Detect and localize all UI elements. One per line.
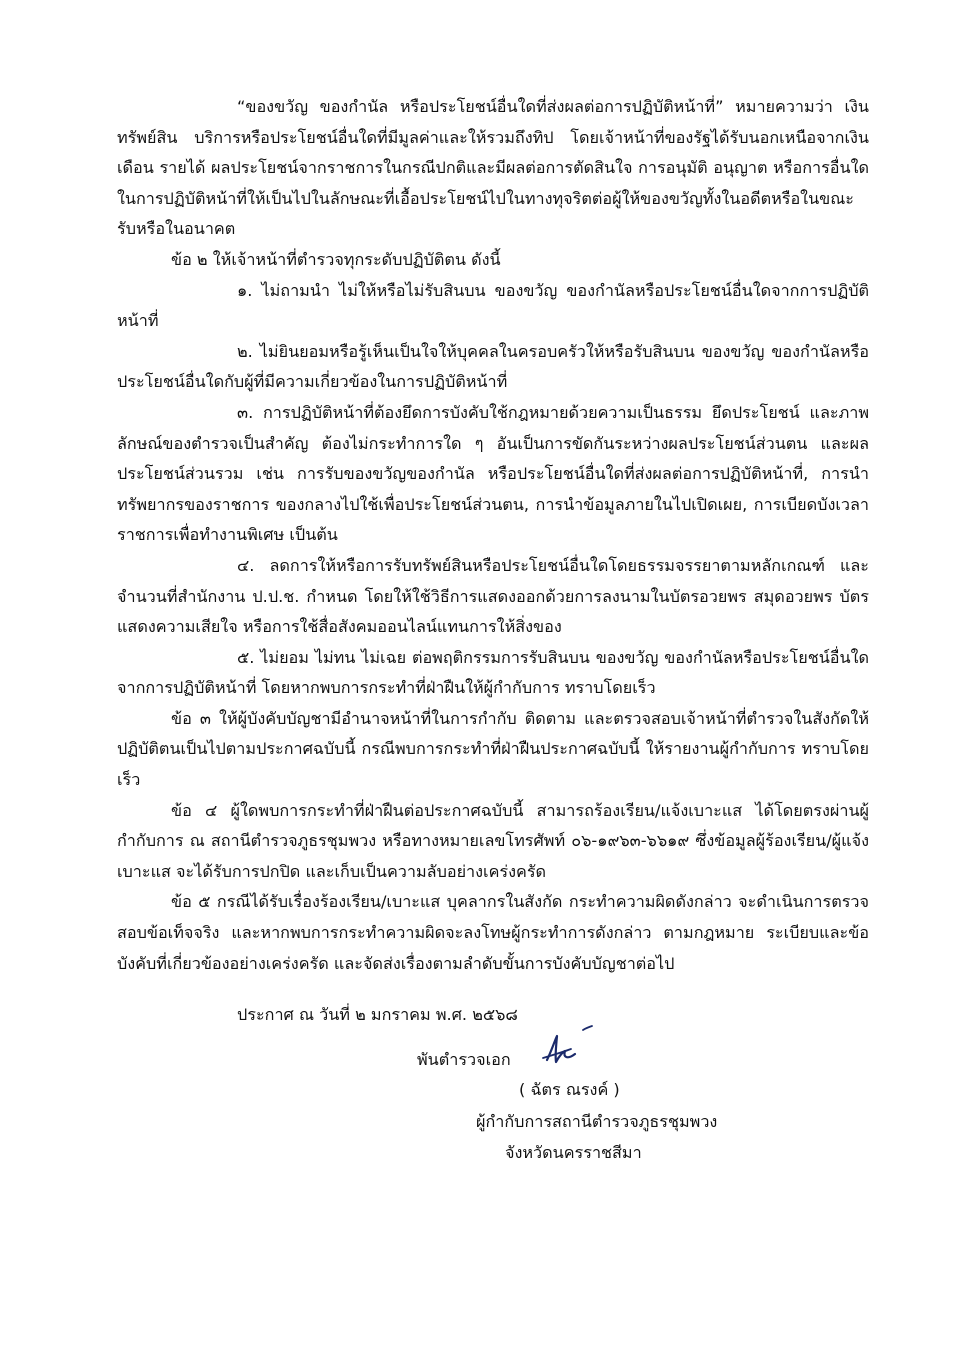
signer-province: จังหวัดนครราชสีมา — [505, 1143, 642, 1162]
clause-5: ข้อ ๕ กรณีได้รับเรื่องร้องเรียน/เบาะแส บุคลากรในสังกัด กระทำความผิดดังกล่าว จะดำเนินการตรวจสอบข้อเท็จจริง และหากพบการกระทำความผิดจะลงโทษผู้กระทำการดังกล่าว ตามกฎหมาย ระเบียบและข้อบังคับที่เกี่ยวข้องอย่างเคร่งครัด และจัดส่งเรื่องตามลำดับขั้นการบังคับบัญชาต่อไป — [117, 892, 869, 973]
signer-position: ผู้กำกับการสถานีตำรวจภูธรชุมพวง — [476, 1112, 718, 1131]
clause-2: ข้อ ๒ ให้เจ้าหน้าที่ตำรวจทุกระดับปฏิบัติตน ดังนี้ — [171, 249, 501, 269]
clause-2-item-5: ๕. ไม่ยอม ไม่ทน ไม่เฉย ต่อพฤติกรรมการรับสินบน ของขวัญ ของกำนัลหรือประโยชน์อื่นใดจากการปฏิบัติหน้าที่ โดยหากพบการกระทำที่ฝ่าฝืนให้ผู้กำกับการ ทราบโดยเร็ว — [117, 647, 869, 698]
announcement-date: ประกาศ ณ วันที่ ๒ มกราคม พ.ศ. ๒๕๖๘ — [237, 1005, 518, 1024]
document-body — [117, 92, 869, 979]
definition-paragraph: “ของขวัญ ของกำนัล หรือประโยชน์อื่นใดที่ส่งผลต่อการปฏิบัติหน้าที่” หมายความว่า เงิน ทรัพย์สิน บริการหรือประโยชน์อื่นใดที่มีมูลค่าและให้รวมถึงทิป โดยเจ้าหน้าที่ของรัฐได้รับนอกเหนือจากเงินเดือน รายได้ ผลประโยชน์จากราชการในกรณีปกติและมีผลต่อการตัดสินใจ การอนุมัติ อนุญาต หรือการอื่นใดในการปฏิบัติหน้าที่ให้เป็นไปในลักษณะที่เอื้อประโยชน์ไปในทางทุจริตต่อผู้ให้ของขวัญทั้งในอดีตหรือในขณะรับหรือในอนาคต — [117, 97, 869, 239]
clause-2-item-1: ๑. ไม่ถามนำ ไม่ให้หรือไม่รับสินบน ของขวัญ ของกำนัลหรือประโยชน์อื่นใดจากการปฏิบัติหน้าที่ — [117, 280, 869, 331]
handwritten-signature — [537, 1022, 597, 1082]
clause-4: ข้อ ๔ ผู้ใดพบการกระทำที่ฝ่าฝืนต่อประกาศฉบับนี้ สามารถร้องเรียน/แจ้งเบาะแส ได้โดยตรงผ่านผู้กำกับการ ณ สถานีตำรวจภูธรชุมพวง หรือทางหมายเลขโทรศัพท์ ๐๖-๑๙๖๓-๖๖๑๙ ซึ่งข้อมูลผู้ร้องเรียน/ผู้แจ้งเบาะแส จะได้รับการปกปิด และเก็บเป็นความลับอย่างเคร่งครัด — [117, 800, 869, 881]
clause-2-item-4: ๔. ลดการให้หรือการรับทรัพย์สินหรือประโยชน์อื่นใดโดยธรรมจรรยาตามหลักเกณฑ์ และจำนวนที่สำนักงาน ป.ป.ช. กำหนด โดยให้ใช้วิธีการแสดงออกด้วยการลงนามในบัตรอวยพร สมุดอวยพร บัตรแสดงความเสียใจ หรือการใช้สื่อสังคมออนไลน์แทนการให้สิ่งของ — [117, 555, 869, 637]
clause-2-item-2: ๒. ไม่ยินยอมหรือรู้เห็นเป็นใจให้บุคคลในครอบครัวให้หรือรับสินบน ของขวัญ ของกำนัลหรือประโยชน์อื่นใดกับผู้ที่มีความเกี่ยวข้องในการปฏิบัติหน้าที่ — [117, 341, 869, 392]
signer-name: ( ฉัตร ณรงค์ ) — [519, 1080, 620, 1099]
signer-rank: พันตำรวจเอก — [417, 1050, 511, 1069]
clause-3: ข้อ ๓ ให้ผู้บังคับบัญชามีอำนาจหน้าที่ในการกำกับ ติดตาม และตรวจสอบเจ้าหน้าที่ตำรวจในสังกัดให้ปฏิบัติตนเป็นไปตามประกาศฉบับนี้ กรณีพบการกระทำที่ฝ่าฝืนประกาศฉบับนี้ ให้รายงานผู้กำกับการ ทราบโดยเร็ว — [117, 708, 869, 790]
clause-2-item-3: ๓. การปฏิบัติหน้าที่ต้องยึดการบังคับใช้กฎหมายด้วยความเป็นธรรม ยึดประโยชน์ และภาพลักษณ์ของตำรวจเป็นสำคัญ ต้องไม่กระทำการใด ๆ อันเป็นการขัดกันระหว่างผลประโยชน์ส่วนตน และผลประโยชน์ส่วนรวม เช่น การรับของขวัญของกำนัล หรือประโยชน์อื่นใดที่ส่งผลต่อการปฏิบัติหน้าที่, การนำทรัพยากรของราชการ ของกลางไปใช้เพื่อประโยชน์ส่วนตน, การนำข้อมูลภายในไปเปิดเผย, การเบียดบังเวลาราชการเพื่อทำงานพิเศษ เป็นต้น — [117, 402, 869, 545]
